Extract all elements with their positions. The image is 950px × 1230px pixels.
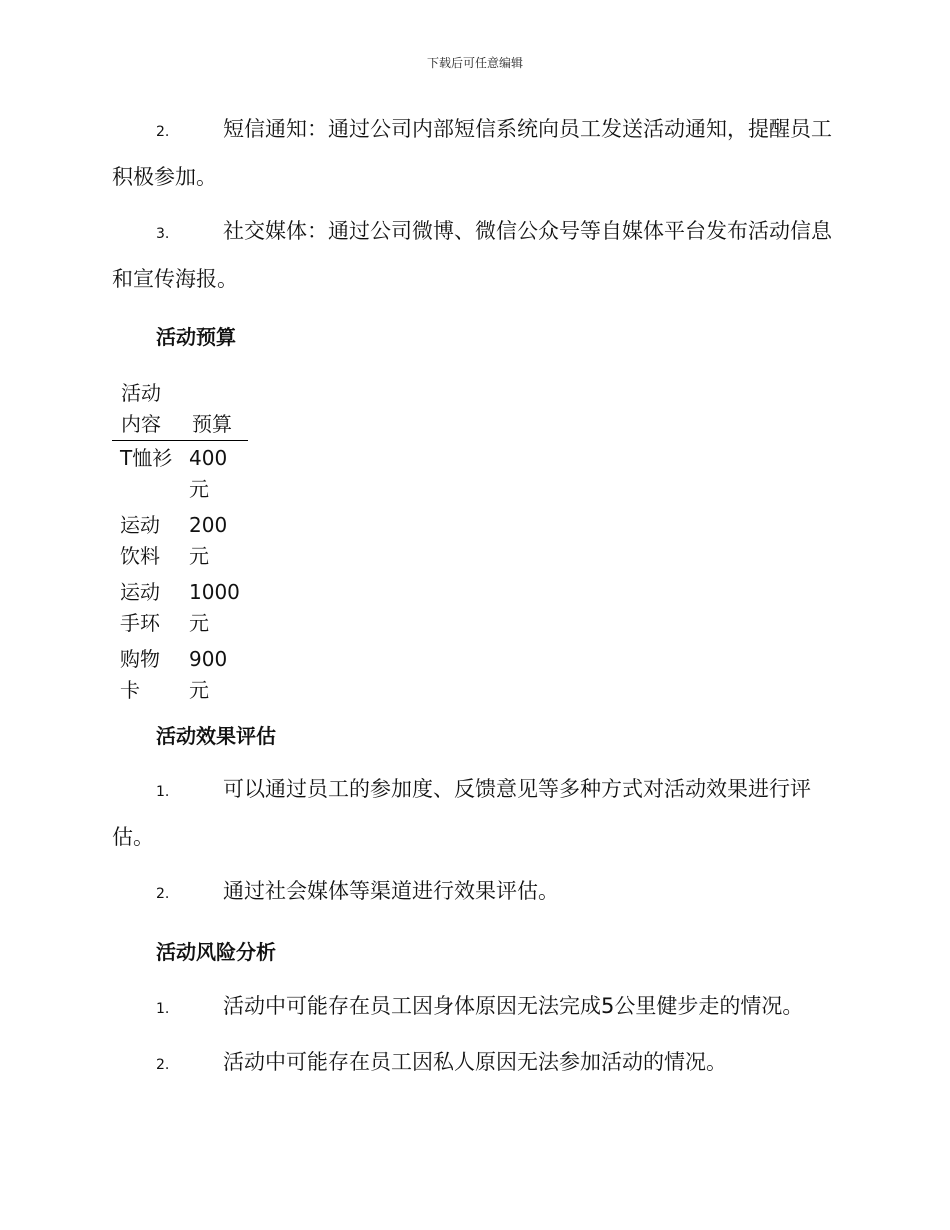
evaluation-item-1 [112, 767, 834, 860]
table-row [112, 575, 248, 642]
cell-amount: 1000元 [189, 580, 240, 635]
item-number: 2. [156, 124, 170, 140]
table-row [112, 642, 248, 709]
budget-table [112, 378, 248, 709]
item-number: 3. [156, 226, 170, 242]
item-number: 2. [156, 1057, 170, 1073]
item-text: 可以通过员工的参加度、反馈意见等多种方式对活动效果进行评估。 [112, 777, 811, 849]
table-header-row [112, 378, 248, 441]
evaluation-item-2 [112, 869, 834, 917]
cell-amount: 200元 [189, 513, 228, 568]
risk-heading: 活动风险分析 [156, 940, 276, 964]
item-text: 活动中可能存在员工因身体原因无法完成5公里健步走的情况。 [223, 994, 804, 1018]
risk-item-2 [112, 1040, 834, 1088]
promo-item-sms [112, 107, 834, 200]
col-header-content: 活动内容 [112, 378, 183, 441]
table-row [112, 441, 248, 509]
item-text: 活动中可能存在员工因私人原因无法参加活动的情况。 [223, 1050, 727, 1074]
page-header: 下载后可任意编辑 [426, 56, 523, 70]
item-text: 社交媒体：通过公司微博、微信公众号等自媒体平台发布活动信息和宣传海报。 [112, 219, 832, 291]
cell-item: 运动手环 [120, 580, 160, 635]
promo-item-social [112, 209, 834, 302]
cell-item: 购物卡 [120, 647, 160, 702]
evaluation-heading: 活动效果评估 [156, 724, 276, 748]
budget-heading: 活动预算 [156, 325, 236, 349]
item-number: 1. [156, 1001, 170, 1017]
cell-amount: 400元 [189, 446, 228, 501]
table-row [112, 508, 248, 575]
cell-item: T恤衫 [120, 446, 173, 470]
item-number: 2. [156, 886, 170, 902]
cell-amount: 900元 [189, 647, 228, 702]
col-header-budget: 预算 [183, 378, 248, 441]
risk-item-1 [112, 984, 834, 1032]
item-text: 短信通知：通过公司内部短信系统向员工发送活动通知，提醒员工积极参加。 [112, 117, 832, 189]
item-number: 1. [156, 784, 170, 800]
cell-item: 运动饮料 [120, 513, 160, 568]
item-text: 通过社会媒体等渠道进行效果评估。 [223, 879, 559, 903]
